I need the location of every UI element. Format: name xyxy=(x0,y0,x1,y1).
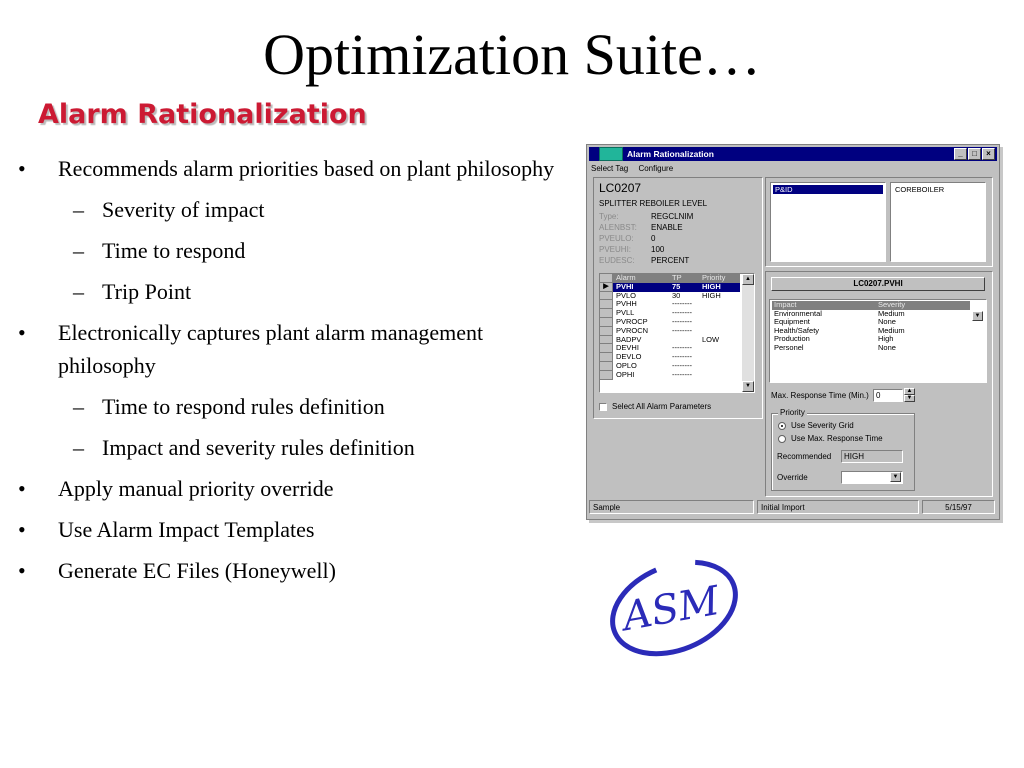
status-date: 5/15/97 xyxy=(922,500,995,514)
sub-bullet-text: Severity of impact xyxy=(102,197,265,222)
pid-listbox[interactable] xyxy=(770,182,886,262)
app-icon xyxy=(599,147,623,161)
cell-alarm: PVROCN xyxy=(616,325,649,335)
unit-listbox[interactable] xyxy=(890,182,986,262)
cell-tp: -------- xyxy=(672,343,692,353)
use-severity-grid-label: Use Severity Grid xyxy=(791,421,854,430)
bullet-item xyxy=(18,554,578,587)
bullet-text: Use Alarm Impact Templates xyxy=(58,517,315,542)
minimize-button[interactable]: _ xyxy=(954,148,967,160)
bullet-text: Recommends alarm priorities based on plant philosophy xyxy=(58,156,555,181)
cell-alarm: PVHH xyxy=(616,299,637,309)
bullet-marker: • xyxy=(18,320,26,345)
dash-marker: – xyxy=(73,279,84,304)
property-key: PVEUHI: xyxy=(599,245,632,254)
column-header-tp[interactable]: TP xyxy=(672,273,682,282)
dash-marker: – xyxy=(73,197,84,222)
impact-severity-table xyxy=(769,299,987,383)
property-key: PVEULO: xyxy=(599,234,634,243)
bullet-item xyxy=(18,472,578,505)
use-max-response-radio[interactable] xyxy=(778,435,786,443)
recommended-label: Recommended xyxy=(777,452,832,461)
property-key: Type: xyxy=(599,212,619,221)
status-sample: Sample xyxy=(589,500,754,514)
scroll-down-icon[interactable]: ▼ xyxy=(742,381,754,392)
cell-alarm: PVROCP xyxy=(616,317,648,326)
alarm-grid xyxy=(599,273,755,393)
menu-select-tag[interactable]: Select Tag xyxy=(591,164,629,173)
row-selector xyxy=(600,292,613,301)
close-button[interactable]: × xyxy=(982,148,995,160)
cell-tp: 75 xyxy=(672,281,681,291)
cell-impact: Environmental xyxy=(774,308,822,318)
bullet-marker: • xyxy=(18,558,26,583)
menu-configure[interactable]: Configure xyxy=(638,164,674,173)
cell-impact: Equipment xyxy=(774,317,810,326)
cell-priority: HIGH xyxy=(702,290,721,300)
cell-alarm: PVLL xyxy=(616,308,635,318)
select-all-label: Select All Alarm Parameters xyxy=(612,402,712,411)
sub-bullet-text: Time to respond rules definition xyxy=(102,394,385,419)
row-pointer-icon: ▶ xyxy=(600,283,613,292)
cell-tp: -------- xyxy=(672,369,692,379)
cell-tp: -------- xyxy=(672,299,692,309)
row-selector xyxy=(600,274,613,283)
tag-property xyxy=(599,234,729,243)
dash-marker: – xyxy=(73,238,84,263)
table-row[interactable] xyxy=(772,344,970,353)
maximize-button[interactable]: □ xyxy=(968,148,981,160)
window-titlebar[interactable] xyxy=(589,147,997,161)
cell-severity[interactable]: None xyxy=(878,342,896,352)
parameter-button[interactable]: LC0207.PVHI xyxy=(771,277,985,291)
cell-severity[interactable]: High xyxy=(878,334,894,343)
use-max-response-label: Use Max. Response Time xyxy=(791,434,883,443)
property-value: ENABLE xyxy=(651,223,683,232)
stepper-up-icon[interactable]: ▲ xyxy=(904,388,915,395)
cell-priority: LOW xyxy=(702,334,720,344)
max-response-input[interactable]: 0 xyxy=(873,389,903,402)
tag-property xyxy=(599,245,729,254)
row-selector xyxy=(600,300,613,309)
sub-bullet-text: Time to respond xyxy=(102,238,246,263)
cell-severity[interactable]: Medium xyxy=(878,325,905,335)
alarm-grid-scrollbar[interactable] xyxy=(742,274,754,392)
stepper-down-icon[interactable]: ▼ xyxy=(904,395,915,402)
cell-impact: Production xyxy=(774,334,810,343)
bullet-text: Apply manual priority override xyxy=(58,476,334,501)
bullet-item xyxy=(18,316,578,382)
row-selector xyxy=(600,353,613,362)
cell-tp: -------- xyxy=(672,325,692,335)
row-selector xyxy=(600,318,613,327)
sub-bullet-item xyxy=(18,390,578,423)
cell-tp: -------- xyxy=(672,317,692,326)
cell-impact: Personel xyxy=(774,342,804,352)
logo-text: ASM xyxy=(619,577,724,641)
cell-alarm: OPHI xyxy=(616,369,635,379)
column-header-impact[interactable]: Impact xyxy=(774,300,797,309)
alarm-rationalization-window xyxy=(586,144,1000,520)
chevron-down-icon[interactable]: ▼ xyxy=(972,311,983,321)
row-selector xyxy=(600,362,613,371)
property-key: ALENBST: xyxy=(599,223,637,232)
chevron-down-icon[interactable]: ▼ xyxy=(890,472,901,482)
bullet-marker: • xyxy=(18,517,26,542)
cell-tp: -------- xyxy=(672,308,692,318)
row-selector xyxy=(600,344,613,353)
column-header-severity[interactable]: Severity xyxy=(878,300,906,309)
bullet-text: Electronically captures plant alarm management philosophy xyxy=(58,320,484,378)
cell-alarm: BADPV xyxy=(616,334,642,344)
cell-alarm: OPLO xyxy=(616,361,637,370)
property-value: 0 xyxy=(651,234,656,243)
dash-marker: – xyxy=(73,435,84,460)
dash-marker: – xyxy=(73,394,84,419)
cell-alarm: PVLO xyxy=(616,290,637,300)
override-label: Override xyxy=(777,473,808,482)
menu-bar xyxy=(591,163,681,175)
cell-priority: HIGH xyxy=(702,281,721,291)
list-item[interactable]: P&ID xyxy=(773,185,883,194)
table-row[interactable] xyxy=(600,371,740,380)
cell-alarm: DEVHI xyxy=(616,343,639,353)
slide-subtitle: Alarm Rationalization xyxy=(38,99,367,130)
cell-tp: 30 xyxy=(672,290,681,300)
row-selector xyxy=(600,327,613,336)
cell-severity[interactable]: Medium xyxy=(878,308,905,318)
sub-bullet-text: Impact and severity rules definition xyxy=(102,435,415,460)
sub-bullet-item xyxy=(18,234,578,267)
property-value: PERCENT xyxy=(651,256,690,265)
bullet-text: Generate EC Files (Honeywell) xyxy=(58,558,336,583)
max-response-label: Max. Response Time (Min.) xyxy=(771,391,869,400)
sub-bullet-item xyxy=(18,193,578,226)
bullet-item xyxy=(18,513,578,546)
bullet-marker: • xyxy=(18,476,26,501)
cell-impact: Health/Safety xyxy=(774,325,820,335)
row-selector xyxy=(600,371,613,380)
status-import: Initial Import xyxy=(757,500,919,514)
cell-tp: -------- xyxy=(672,361,692,370)
sub-bullet-text: Trip Point xyxy=(102,279,192,304)
cell-severity[interactable]: None xyxy=(878,317,896,326)
tag-description: SPLITTER REBOILER LEVEL xyxy=(599,199,708,208)
tag-property xyxy=(599,256,729,265)
cell-tp: -------- xyxy=(672,352,692,362)
sub-bullet-item xyxy=(18,431,578,464)
row-selector xyxy=(600,336,613,345)
tag-property xyxy=(599,212,729,221)
cell-alarm: DEVLO xyxy=(616,352,642,362)
asm-logo-icon xyxy=(598,554,748,660)
bullet-marker: • xyxy=(18,156,26,181)
property-value: 100 xyxy=(651,245,665,254)
tag-name: LC0207 xyxy=(599,181,642,195)
row-selector xyxy=(600,309,613,318)
asm-logo xyxy=(598,554,748,660)
tag-property xyxy=(599,223,729,232)
column-header-alarm[interactable]: Alarm xyxy=(616,273,636,282)
bullet-list xyxy=(18,152,578,595)
property-value: REGCLNIM xyxy=(651,212,694,221)
property-key: EUDESC: xyxy=(599,256,635,265)
select-all-checkbox[interactable] xyxy=(599,403,607,411)
window-title: Alarm Rationalization xyxy=(627,149,714,159)
column-header-priority[interactable]: Priority xyxy=(702,273,726,282)
list-item[interactable]: COREBOILER xyxy=(895,185,945,194)
recommended-value: HIGH xyxy=(841,450,903,463)
scroll-up-icon[interactable]: ▲ xyxy=(742,274,754,285)
use-severity-grid-radio[interactable] xyxy=(778,422,786,430)
sub-bullet-item xyxy=(18,275,578,308)
priority-group-label: Priority xyxy=(780,408,805,417)
cell-alarm: PVHI xyxy=(616,281,634,291)
bullet-item xyxy=(18,152,578,185)
slide-title: Optimization Suite… xyxy=(263,22,761,87)
